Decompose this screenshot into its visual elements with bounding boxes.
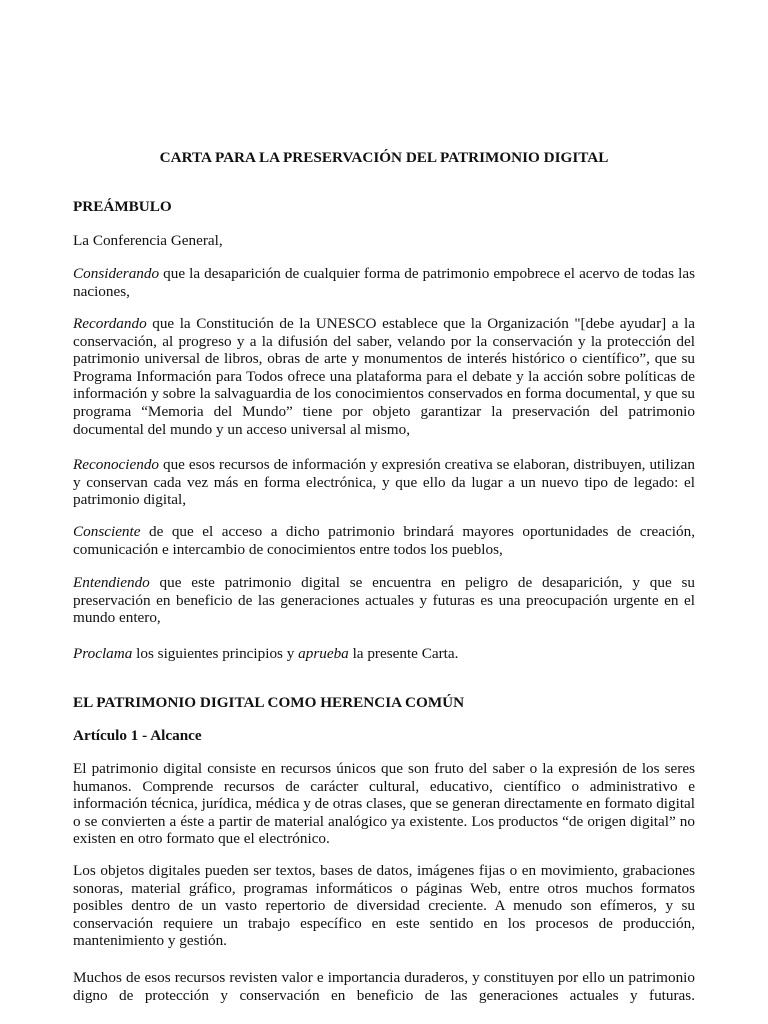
paragraph-text: que la Constitución de la UNESCO establece que la Organización "[debe ayudar] a la conservación, al progreso y a la difusión del saber, velando por la conservación y la protección del patrimonio universal de libros, obras de arte y monumentos de interés histórico o científico”, que su Programa Información para Todos ofrece una plataforma para el debate y la acción sobre políticas de información y sobre la salvaguardia de los conocimientos conservados en forma documental, y que su programa “Memoria del Mundo” tiene por objeto garantizar la preservación del patrimonio documental del mundo y un acceso universal al mismo, <box>73 315 695 438</box>
paragraph-text: los siguientes principios y <box>132 645 299 662</box>
paragraph-lead: Entendiendo <box>73 574 150 591</box>
paragraph-text: que este patrimonio digital se encuentra en peligro de desaparición, y que su preservación en beneficio de las generaciones actuales y futuras es una preocupación urgente en el mundo entero, <box>73 574 695 627</box>
paragraph-reconociendo <box>73 456 695 509</box>
paragraph-lead: aprueba <box>298 645 349 662</box>
paragraph-entendiendo <box>73 574 695 627</box>
document-title: CARTA PARA LA PRESERVACIÓN DEL PATRIMONIO DIGITAL <box>159 149 609 166</box>
intro-line: La Conferencia General, <box>73 232 223 249</box>
section-heading: EL PATRIMONIO DIGITAL COMO HERENCIA COMÚN <box>73 694 465 711</box>
article-heading: Artículo 1 - Alcance <box>73 727 202 744</box>
paragraph-lead: Proclama <box>73 645 133 662</box>
paragraph-proclama <box>73 645 695 663</box>
paragraph-text: que esos recursos de información y expresión creativa se elaboran, distribuyen, utilizan y conservan cada vez más en forma electrónica, y que ello da lugar a un nuevo tipo de legado: el patrimonio digital, <box>73 456 695 509</box>
paragraph-considerando <box>73 265 695 300</box>
paragraph-lead: Reconociendo <box>73 456 160 473</box>
paragraph-lead: Considerando <box>73 265 160 282</box>
article-paragraph: El patrimonio digital consiste en recursos únicos que son fruto del saber o la expresión de los seres humanos. Comprende recursos de carácter cultural, educativo, científico o administrativo e información técnica, jurídica, médica y de otras clases, que se generan directamente en formato digital o se convierten a éste a partir de material analógico ya existente. Los productos “de origen digital” no existen en otro formato que el electrónico. <box>73 760 695 848</box>
paragraph-lead: Consciente <box>73 523 141 540</box>
paragraph-text: de que el acceso a dicho patrimonio brindará mayores oportunidades de creación, comunicación e intercambio de conocimientos entre todos los pueblos, <box>73 523 695 558</box>
preamble-heading: PREÁMBULO <box>73 198 172 215</box>
paragraph-lead: Recordando <box>73 315 147 332</box>
paragraph-consciente <box>73 523 695 558</box>
paragraph-recordando <box>73 315 695 438</box>
article-paragraph: Muchos de esos recursos revisten valor e importancia duraderos, y constituyen por ello un patrimonio digno de protección y conservación en beneficio de las generaciones actuales y futuras. <box>73 969 695 1004</box>
paragraph-text: que la desaparición de cualquier forma de patrimonio empobrece el acervo de todas las naciones, <box>73 265 695 300</box>
article-paragraph: Los objetos digitales pueden ser textos, bases de datos, imágenes fijas o en movimiento, grabaciones sonoras, material gráfico, programas informáticos o páginas Web, entre otros muchos formatos posibles dentro de un vasto repertorio de diversidad creciente. A menudo son efímeros, y su conservación requiere un trabajo específico en este sentido en los procesos de producción, mantenimiento y gestión. <box>73 862 695 950</box>
paragraph-text: la presente Carta. <box>348 645 459 662</box>
